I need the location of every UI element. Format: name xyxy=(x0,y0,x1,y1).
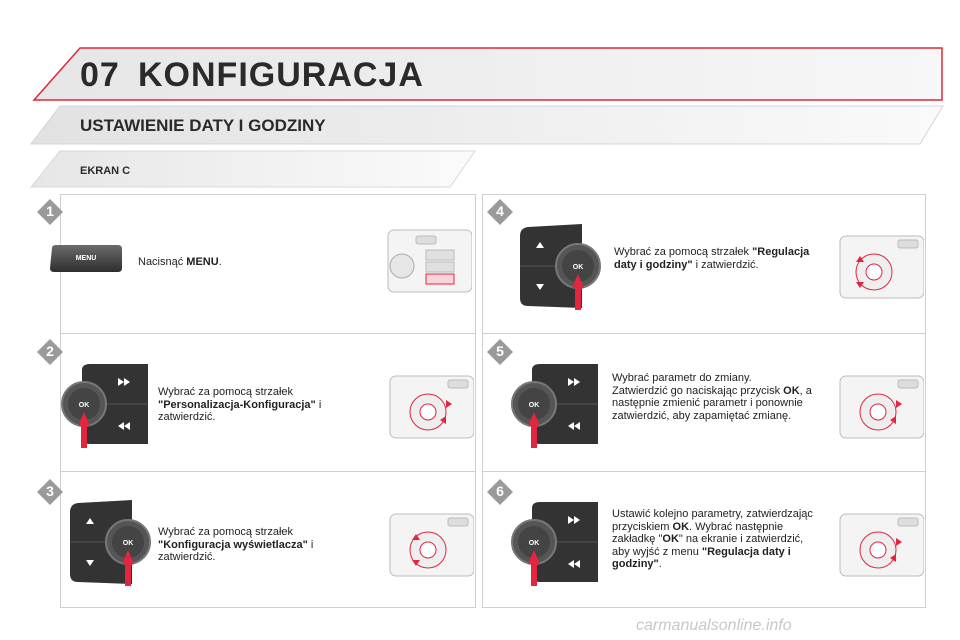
footer-watermark: carmanualsonline.info xyxy=(636,617,792,634)
step-number: 6 xyxy=(496,483,504,499)
ok-dial-forward-rewind-icon xyxy=(510,498,600,590)
chapter-title: KONFIGURACJA xyxy=(138,56,424,94)
step-2-text-bold: "Personalizacja-Konfiguracja" xyxy=(158,398,316,411)
ok-label: OK xyxy=(528,540,540,547)
radio-panel-thumbnail-ok xyxy=(838,232,924,300)
step-number: 4 xyxy=(496,203,504,219)
step-5-text xyxy=(612,372,822,422)
step-6-bold-3: "Regulacja daty i godziny" xyxy=(612,545,791,570)
step-number: 1 xyxy=(46,203,54,219)
ok-dial-up-down-icon xyxy=(516,222,606,314)
ok-dial-forward-rewind-icon xyxy=(60,360,150,452)
step-6-line-4: . xyxy=(658,558,662,570)
step-number: 2 xyxy=(46,343,54,359)
radio-panel-thumbnail-ok xyxy=(388,372,474,440)
step-4-text-after: i zatwierdzić. xyxy=(692,258,759,271)
radio-panel-thumbnail-menu xyxy=(386,226,472,294)
step-2-text-after: i zatwierdzić. xyxy=(158,398,322,423)
step-1-text-before: Nacisnąć xyxy=(138,256,187,268)
step-3-text xyxy=(158,526,363,564)
step-6-text xyxy=(612,508,824,571)
step-3-text-before: Wybrać za pomocą strzałek xyxy=(158,526,294,538)
step-6-line-3: " na ekranie i zatwierdzić, aby wyjść z menu xyxy=(612,533,804,558)
subsection-title: EKRAN C xyxy=(80,165,131,177)
step-6-line-1: Ustawić kolejno parametry, zatwierdzając przyciskiem xyxy=(612,508,813,533)
step-1-text xyxy=(138,256,358,269)
step-6-bold-2: OK xyxy=(662,533,679,545)
ok-label: OK xyxy=(528,402,540,409)
radio-panel-thumbnail-ok xyxy=(838,372,924,440)
step-4-text-bold: "Regulacja daty i godziny" xyxy=(614,246,810,271)
panel-divider xyxy=(61,333,475,334)
ok-dial-up-down-icon xyxy=(66,498,156,590)
step-5-text-bold: OK xyxy=(783,384,800,397)
section-title: USTAWIENIE DATY I GODZINY xyxy=(80,116,326,135)
step-5-line-1: Wybrać parametr do zmiany. xyxy=(612,372,752,384)
panel-divider xyxy=(483,333,925,334)
step-3-text-bold: "Konfiguracja wyświetlacza" xyxy=(158,538,308,551)
panel-divider xyxy=(483,471,925,472)
step-3-text-after: i zatwierdzić. xyxy=(158,538,314,563)
ok-dial-forward-rewind-icon xyxy=(510,360,600,452)
step-6-line-2: . Wybrać następnie zakładkę " xyxy=(612,520,784,545)
step-4-text xyxy=(614,246,819,271)
ok-label: OK xyxy=(78,402,90,409)
panel-divider xyxy=(61,471,475,472)
radio-panel-thumbnail-ok xyxy=(838,510,924,578)
menu-button-icon xyxy=(48,244,124,274)
menu-label: MENU xyxy=(75,255,97,262)
step-5-line-3: , a następnie zmienić parametr i ponownie zatwierdzić, aby zapamiętać zmianę. xyxy=(612,384,812,422)
step-2-text-before: Wybrać za pomocą strzałek xyxy=(158,386,294,398)
step-number: 3 xyxy=(46,483,54,499)
step-6-bold-1: OK xyxy=(672,520,690,533)
step-4-text-before: Wybrać za pomocą strzałek xyxy=(614,246,753,258)
chapter-number: 07 xyxy=(80,56,120,94)
step-number: 5 xyxy=(496,343,504,359)
ok-label: OK xyxy=(122,540,134,547)
radio-panel-thumbnail-ok xyxy=(388,510,474,578)
step-1-text-bold: MENU xyxy=(186,256,219,268)
step-1-text-after: . xyxy=(218,256,222,268)
step-5-line-2: Zatwierdzić go naciskając przycisk xyxy=(612,384,784,397)
step-2-text xyxy=(158,386,363,424)
ok-label: OK xyxy=(572,264,584,271)
